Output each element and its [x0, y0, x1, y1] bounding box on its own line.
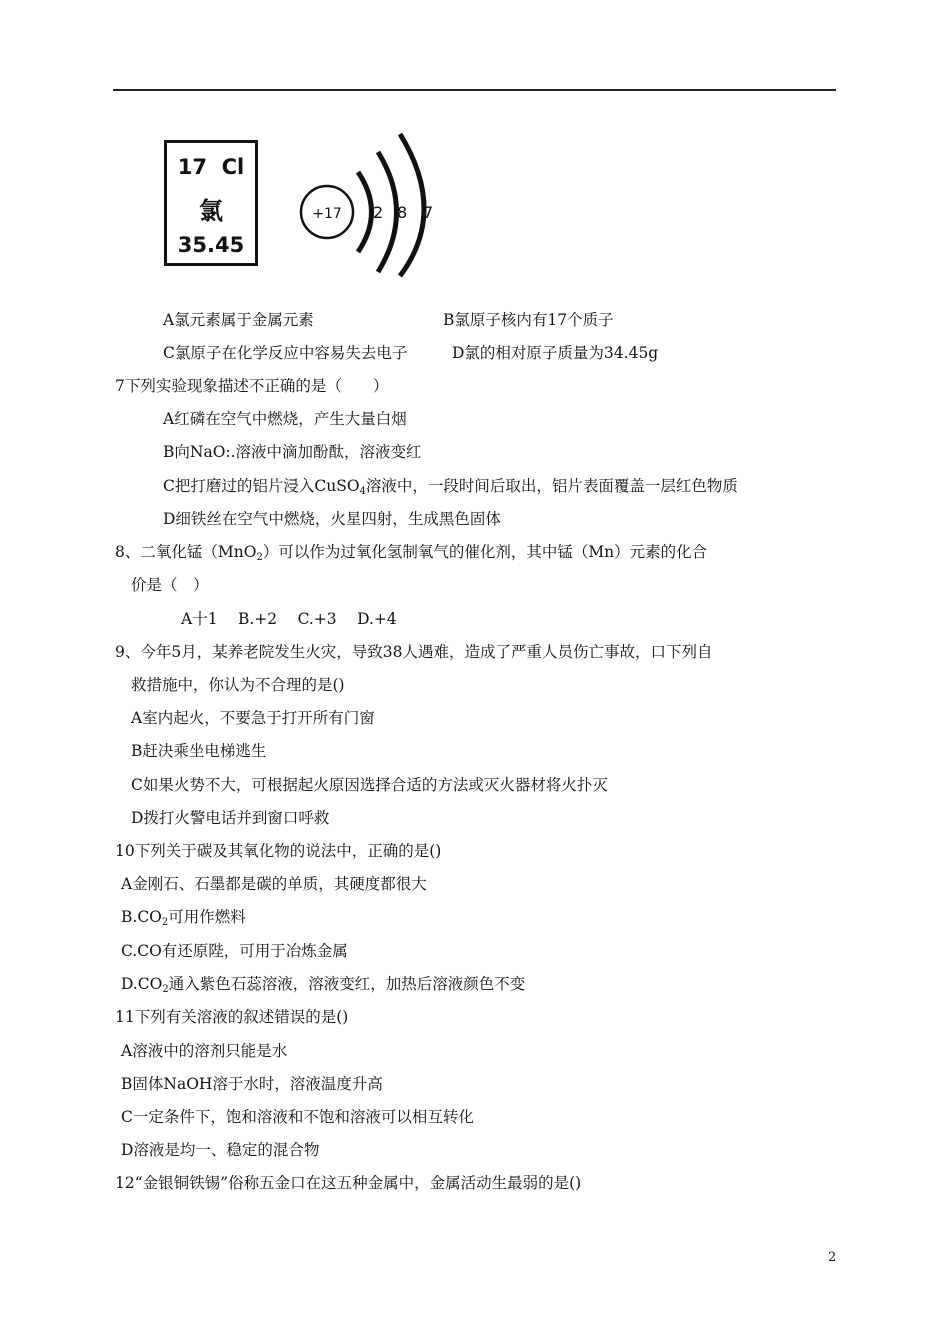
q10-option-b-sub: 2 — [161, 917, 169, 928]
element-symbol: Cl — [221, 155, 245, 179]
q10-option-a: A金刚石、石墨都是碳的单质，其硬度都很大 — [121, 875, 427, 893]
shell-electrons-1: 2 — [373, 203, 384, 222]
header-rule — [113, 89, 836, 91]
periodic-element-box — [164, 140, 258, 266]
element-mass: 35.45 — [177, 233, 245, 257]
element-number: 17 — [177, 155, 207, 179]
q11-stem: 11下列有关溶液的叙述错误的是() — [115, 1008, 349, 1026]
q8-options: A十1 B.+2 C.+3 D.+4 — [181, 610, 397, 628]
q10-option-c: C.CO有还原陛，可用于冶炼金属 — [121, 942, 348, 960]
q7-option-c — [163, 476, 738, 496]
chlorine-figure — [160, 130, 450, 280]
element-name: 氯 — [199, 197, 223, 225]
q9-stem-continued: 救措施中，你认为不合理的是() — [131, 676, 345, 694]
q9-option-c: C如果火势不大，可根据起火原因选择合适的方法或灭火器材将火扑灭 — [131, 776, 608, 794]
nucleus-charge: +17 — [312, 206, 342, 222]
q6-option-d: D氯的相对原子质量为34.45g — [452, 344, 659, 362]
shell-arc-1 — [358, 172, 372, 252]
shell-electrons-2: 8 — [397, 203, 408, 222]
q8-stem-pre: 8、二氧化锰（MnO — [115, 543, 257, 561]
q6-option-c: C氯原子在化学反应中容易失去电子 — [163, 344, 408, 362]
q10-option-d-pre: D.CO — [121, 975, 163, 993]
q7-option-c-pre: C把打磨过的铝片浸入CuSO — [163, 477, 360, 495]
q10-option-d-sub: 2 — [162, 984, 169, 995]
q8-stem-sub: 2 — [256, 552, 263, 563]
q9-option-b: B赶决乘坐电梯逃生 — [131, 742, 267, 760]
q10-option-b-pre: B.CO — [121, 908, 162, 926]
q11-option-b: B固体NaOH溶于水时，溶液温度升高 — [121, 1075, 383, 1093]
element-number-symbol — [167, 155, 255, 179]
q7-option-a: A红磷在空气中燃烧，产生大量白烟 — [163, 410, 407, 428]
q10-option-d — [121, 974, 525, 994]
q12-stem: 12“金银铜铁锡”俗称五金口在这五种金属中，金属活动生最弱的是() — [115, 1174, 582, 1192]
q9-option-d: D拨打火警电话并到窗口呼救 — [131, 809, 330, 827]
q10-option-b-post: 可用作燃料 — [168, 908, 246, 926]
q11-option-a: A溶液中的溶剂只能是水 — [121, 1042, 288, 1060]
q7-option-c-sub: 4 — [359, 486, 366, 497]
q9-option-a: A室内起火，不要急于打开所有门窗 — [131, 709, 375, 727]
q11-option-c: C一定条件下，饱和溶液和不饱和溶液可以相互转化 — [121, 1108, 474, 1126]
q10-option-b — [121, 907, 246, 927]
q8-stem-post: ）可以作为过氧化氢制氧气的催化剂，其中锰（Mn）元素的化合 — [262, 543, 708, 561]
q7-option-d: D细铁丝在空气中燃烧，火星四射，生成黑色固体 — [163, 510, 501, 528]
q11-option-d: D溶液是均一、稳定的混合物 — [121, 1141, 320, 1159]
q9-stem: 9、今年5月，某养老院发生火灾，导致38人遇难，造成了严重人员伤亡事故，口下列自 — [115, 643, 713, 661]
q8-stem — [115, 542, 707, 562]
q7-option-c-post: 溶液中，一段时间后取出，铝片表面覆盖一层红色物质 — [365, 477, 738, 495]
q6-option-b: B氯原子核内有17个质子 — [443, 311, 614, 329]
q10-stem: 10下列关于碳及其氧化物的说法中，正确的是() — [115, 842, 442, 860]
shell-electrons-3: 7 — [423, 203, 434, 222]
q7-option-b: B向NaO:.溶液中滴加酚酞，溶液变红 — [163, 443, 422, 461]
q8-stem-continued: 价是（ ） — [131, 576, 209, 594]
q6-option-a: A氯元素属于金属元素 — [163, 311, 314, 329]
page-number: 2 — [828, 1250, 837, 1265]
q10-option-d-post: 通入紫色石蕊溶液，溶液变红，加热后溶液颜色不变 — [168, 975, 526, 993]
atom-structure-diagram — [290, 130, 440, 280]
q7-stem: 7下列实验现象描述不正确的是（ ） — [115, 377, 389, 395]
